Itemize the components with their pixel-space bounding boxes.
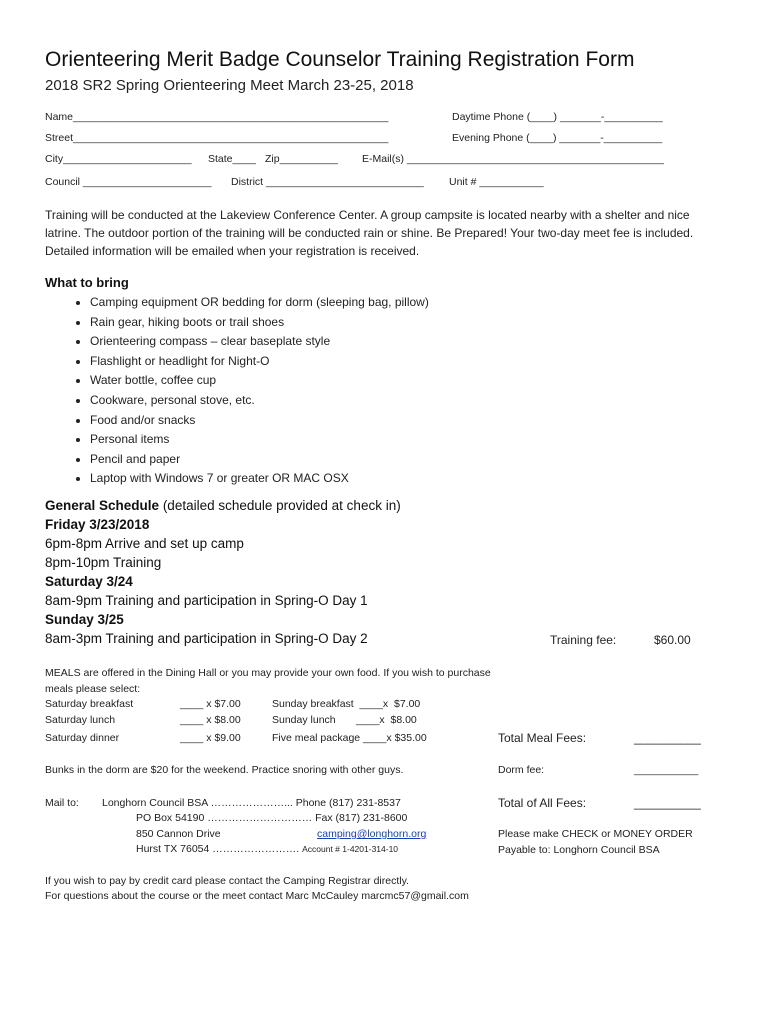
schedule-note: (detailed schedule provided at check in) bbox=[162, 498, 401, 513]
list-item: • Personal items bbox=[90, 430, 429, 450]
total-meal-fees-field[interactable]: __________ bbox=[634, 731, 701, 745]
meal-label: Saturday lunch bbox=[45, 714, 116, 726]
form-subtitle: 2018 SR2 Spring Orienteering Meet March 23-25, 2018 bbox=[45, 77, 414, 94]
schedule-heading: General Schedule bbox=[45, 498, 160, 513]
list-item: • Food and/or snacks bbox=[90, 411, 429, 431]
state-field[interactable]: State____ bbox=[208, 153, 256, 165]
city-field[interactable]: City______________________ bbox=[45, 153, 192, 165]
account-number: Account # 1-4201-314-10 bbox=[302, 844, 399, 854]
bunks-note: Bunks in the dorm are $20 for the weekend. Practice snoring with other guys. bbox=[45, 764, 404, 776]
mail-to-label: Mail to: bbox=[45, 797, 79, 809]
dorm-fee-field[interactable]: ___________ bbox=[634, 764, 699, 776]
meal-quantity-field[interactable]: ____ x $9.00 bbox=[180, 732, 241, 744]
zip-field[interactable]: Zip__________ bbox=[265, 153, 338, 165]
mail-city-line: Hurst TX 76054 ……………………. bbox=[136, 843, 303, 855]
dorm-fee-label: Dorm fee: bbox=[498, 764, 545, 776]
unit-field[interactable]: Unit # ___________ bbox=[449, 176, 544, 188]
form-title: Orienteering Merit Badge Counselor Training Registration Form bbox=[45, 48, 635, 71]
meal-quantity-field[interactable]: ____ x $7.00 bbox=[180, 698, 241, 710]
total-meal-fees-label: Total Meal Fees: bbox=[498, 731, 587, 745]
training-fee-label: Training fee: bbox=[550, 633, 617, 647]
friday-heading: Friday 3/23/2018 bbox=[45, 517, 150, 532]
meal-quantity-field[interactable]: Five meal package ____x $35.00 bbox=[272, 732, 427, 744]
mail-address-line bbox=[136, 843, 398, 855]
schedule-heading-line bbox=[45, 498, 401, 513]
saturday-heading: Saturday 3/24 bbox=[45, 574, 133, 589]
name-field[interactable]: Name______________________________________________________ bbox=[45, 111, 389, 123]
meal-quantity-field[interactable]: ____ x $8.00 bbox=[180, 714, 241, 726]
saturday-item: 8am-9pm Training and participation in Spring-O Day 1 bbox=[45, 593, 368, 608]
credit-card-note: If you wish to pay by credit card please contact the Camping Registrar directly. bbox=[45, 875, 409, 887]
mail-address-line: PO Box 54190 ………………………… Fax (817) 231-8600 bbox=[136, 812, 408, 824]
meal-label: Saturday dinner bbox=[45, 732, 120, 744]
evening-phone-field[interactable]: Evening Phone (____) _______-__________ bbox=[452, 132, 663, 144]
meals-intro: meals please select: bbox=[45, 683, 141, 695]
camping-email-link[interactable]: camping@longhorn.org bbox=[317, 828, 427, 840]
meals-intro: MEALS are offered in the Dining Hall or you may provide your own food. If you wish to purchase bbox=[45, 667, 491, 679]
mail-address-line: 850 Cannon Drive bbox=[136, 828, 221, 840]
list-item: • Camping equipment OR bedding for dorm (sleeping bag, pillow) bbox=[90, 293, 429, 313]
bring-list bbox=[62, 293, 429, 489]
contact-note: For questions about the course or the meet contact Marc McCauley marcmc57@gmail.com bbox=[45, 890, 469, 902]
meal-quantity-field[interactable]: Sunday lunch ____x $8.00 bbox=[272, 714, 417, 726]
street-field[interactable]: Street______________________________________________________ bbox=[45, 132, 389, 144]
check-instructions: Please make CHECK or MONEY ORDER bbox=[498, 828, 693, 840]
list-item: • Flashlight or headlight for Night-O bbox=[90, 352, 429, 372]
friday-item: 6pm-8pm Arrive and set up camp bbox=[45, 536, 244, 551]
list-item: • Rain gear, hiking boots or trail shoes bbox=[90, 313, 429, 333]
list-item: • Orienteering compass – clear baseplate style bbox=[90, 332, 429, 352]
daytime-phone-field[interactable]: Daytime Phone (____) _______-__________ bbox=[452, 111, 663, 123]
list-item: • Water bottle, coffee cup bbox=[90, 371, 429, 391]
email-field[interactable]: E-Mail(s) ____________________________________________ bbox=[362, 153, 664, 165]
total-all-fees-field[interactable]: __________ bbox=[634, 796, 701, 810]
meal-label: Saturday breakfast bbox=[45, 698, 134, 710]
intro-paragraph: Training will be conducted at the Lakeview Conference Center. A group campsite is located nearby with a shelter and nice latrine. The outdoor portion of the training will be conducted rain or shine. Be Prepared! Your two-day meet fee is included. Detailed information will be emailed when your registration is received. bbox=[45, 208, 694, 258]
bring-heading: What to bring bbox=[45, 275, 129, 290]
sunday-item: 8am-3pm Training and participation in Spring-O Day 2 bbox=[45, 631, 368, 646]
list-item: • Laptop with Windows 7 or greater OR MAC OSX bbox=[90, 469, 429, 489]
sunday-heading: Sunday 3/25 bbox=[45, 612, 124, 627]
list-item: • Pencil and paper bbox=[90, 450, 429, 470]
check-payable: Payable to: Longhorn Council BSA bbox=[498, 844, 660, 856]
district-field[interactable]: District ___________________________ bbox=[231, 176, 424, 188]
training-fee-value: $60.00 bbox=[654, 633, 691, 647]
meal-quantity-field[interactable]: Sunday breakfast ____x $7.00 bbox=[272, 698, 421, 710]
total-all-fees-label: Total of All Fees: bbox=[498, 796, 587, 810]
friday-item: 8pm-10pm Training bbox=[45, 555, 162, 570]
list-item: • Cookware, personal stove, etc. bbox=[90, 391, 429, 411]
mail-address-line: Longhorn Council BSA …………………... Phone (817) 231-8537 bbox=[102, 797, 401, 809]
council-field[interactable]: Council ______________________ bbox=[45, 176, 212, 188]
